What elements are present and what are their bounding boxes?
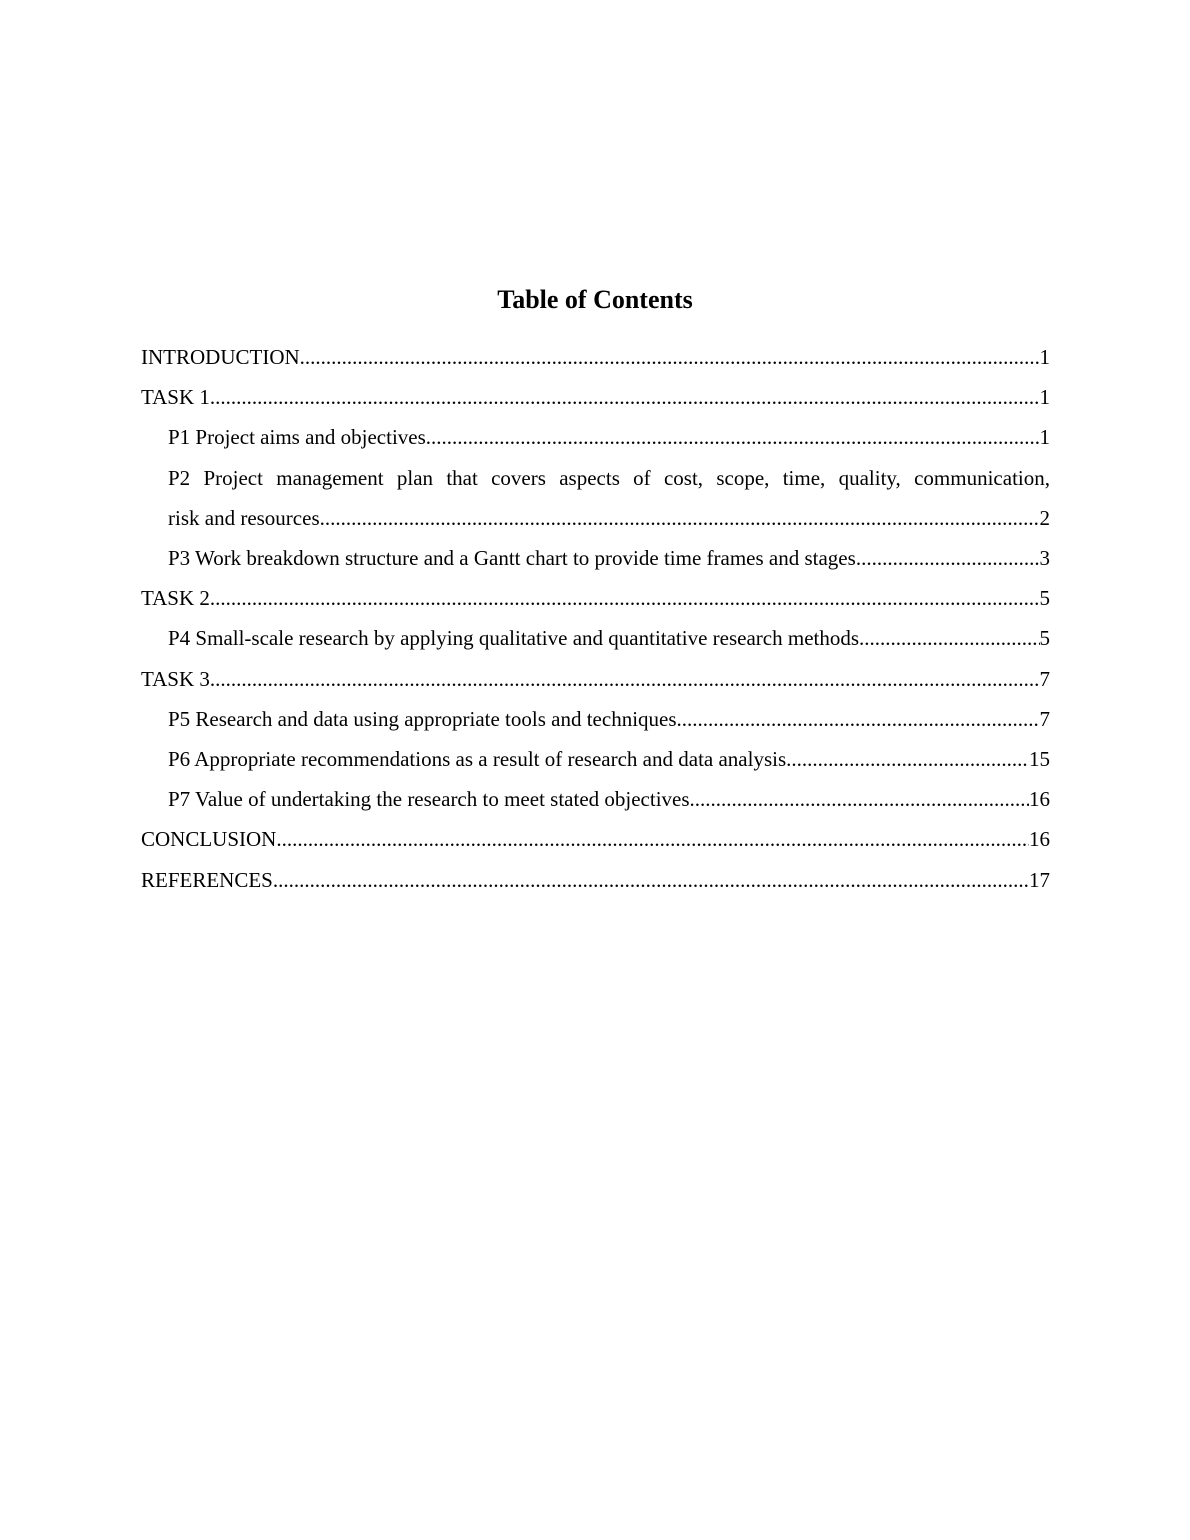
toc-entry-task-2[interactable] [141,578,1050,618]
toc-entry-label-line-2: risk and resources [168,505,320,530]
toc-entry-conclusion[interactable] [141,819,1050,859]
toc-dot-leader [859,618,1039,658]
toc-entry-line-2 [168,498,1050,538]
toc-entry-label: TASK 3 [141,666,210,691]
toc-dot-leader [320,498,1040,538]
toc-entry-references[interactable] [141,860,1050,900]
toc-dot-leader [210,377,1040,417]
toc-dot-leader [210,659,1040,699]
toc-dot-leader [300,337,1040,377]
toc-entry-label: P3 Work breakdown structure and a Gantt chart to provide time frames and stages [168,546,856,571]
toc-entry-p4[interactable] [141,618,1050,658]
toc-dot-leader [273,860,1029,900]
toc-dot-leader [786,739,1029,779]
toc-entry-p6[interactable] [141,739,1050,779]
toc-page-number: 1 [1039,425,1050,450]
toc-entry-label-line-1: P2 Project management plan that covers aspects of cost, scope, time, quality, communication, [168,465,1050,490]
toc-page-number: 17 [1029,867,1050,892]
toc-dot-leader [677,699,1040,739]
toc-page-number: 5 [1039,626,1050,651]
toc-entry-label: P5 Research and data using appropriate tools and techniques [168,706,677,731]
toc-page-number: 2 [1039,505,1050,530]
toc-entry-label: TASK 1 [141,385,210,410]
toc-page-number: 1 [1039,345,1050,369]
toc-page-number: 16 [1029,827,1050,852]
toc-dot-leader [856,538,1040,578]
toc-entry-label: CONCLUSION [141,827,277,852]
toc-entry-p2[interactable] [141,458,1050,538]
toc-entry-label: REFERENCES [141,867,273,892]
toc-entry-introduction[interactable] [141,337,1050,377]
toc-entry-label: P4 Small-scale research by applying qualitative and quantitative research methods [168,626,860,651]
toc-dot-leader [690,779,1029,819]
toc-entry-p7[interactable] [141,779,1050,819]
toc-page-number: 7 [1039,706,1050,731]
toc-entry-task-3[interactable] [141,659,1050,699]
toc-entry-p1[interactable] [141,417,1050,457]
toc-title: Table of Contents [497,285,693,314]
toc-dot-leader [426,417,1040,457]
toc-page-number: 7 [1039,666,1050,691]
toc-page-number: 16 [1029,787,1050,812]
toc-entry-label: P7 Value of undertaking the research to meet stated objectives [168,787,690,812]
toc-list [141,337,1050,900]
toc-page-number: 3 [1039,546,1050,571]
toc-dot-leader [210,578,1040,618]
toc-page-number: 15 [1029,747,1050,772]
toc-entry-label: INTRODUCTION [141,345,300,369]
toc-entry-p3[interactable] [141,538,1050,578]
toc-page-number: 1 [1039,385,1050,410]
toc-entry-label: P1 Project aims and objectives [168,425,426,450]
toc-dot-leader [276,819,1029,859]
toc-entry-label: P6 Appropriate recommendations as a result of research and data analysis [168,747,787,772]
toc-entry-p5[interactable] [141,699,1050,739]
toc-entry-label: TASK 2 [141,586,210,611]
toc-page-number: 5 [1039,586,1050,611]
toc-entry-task-1[interactable] [141,377,1050,417]
